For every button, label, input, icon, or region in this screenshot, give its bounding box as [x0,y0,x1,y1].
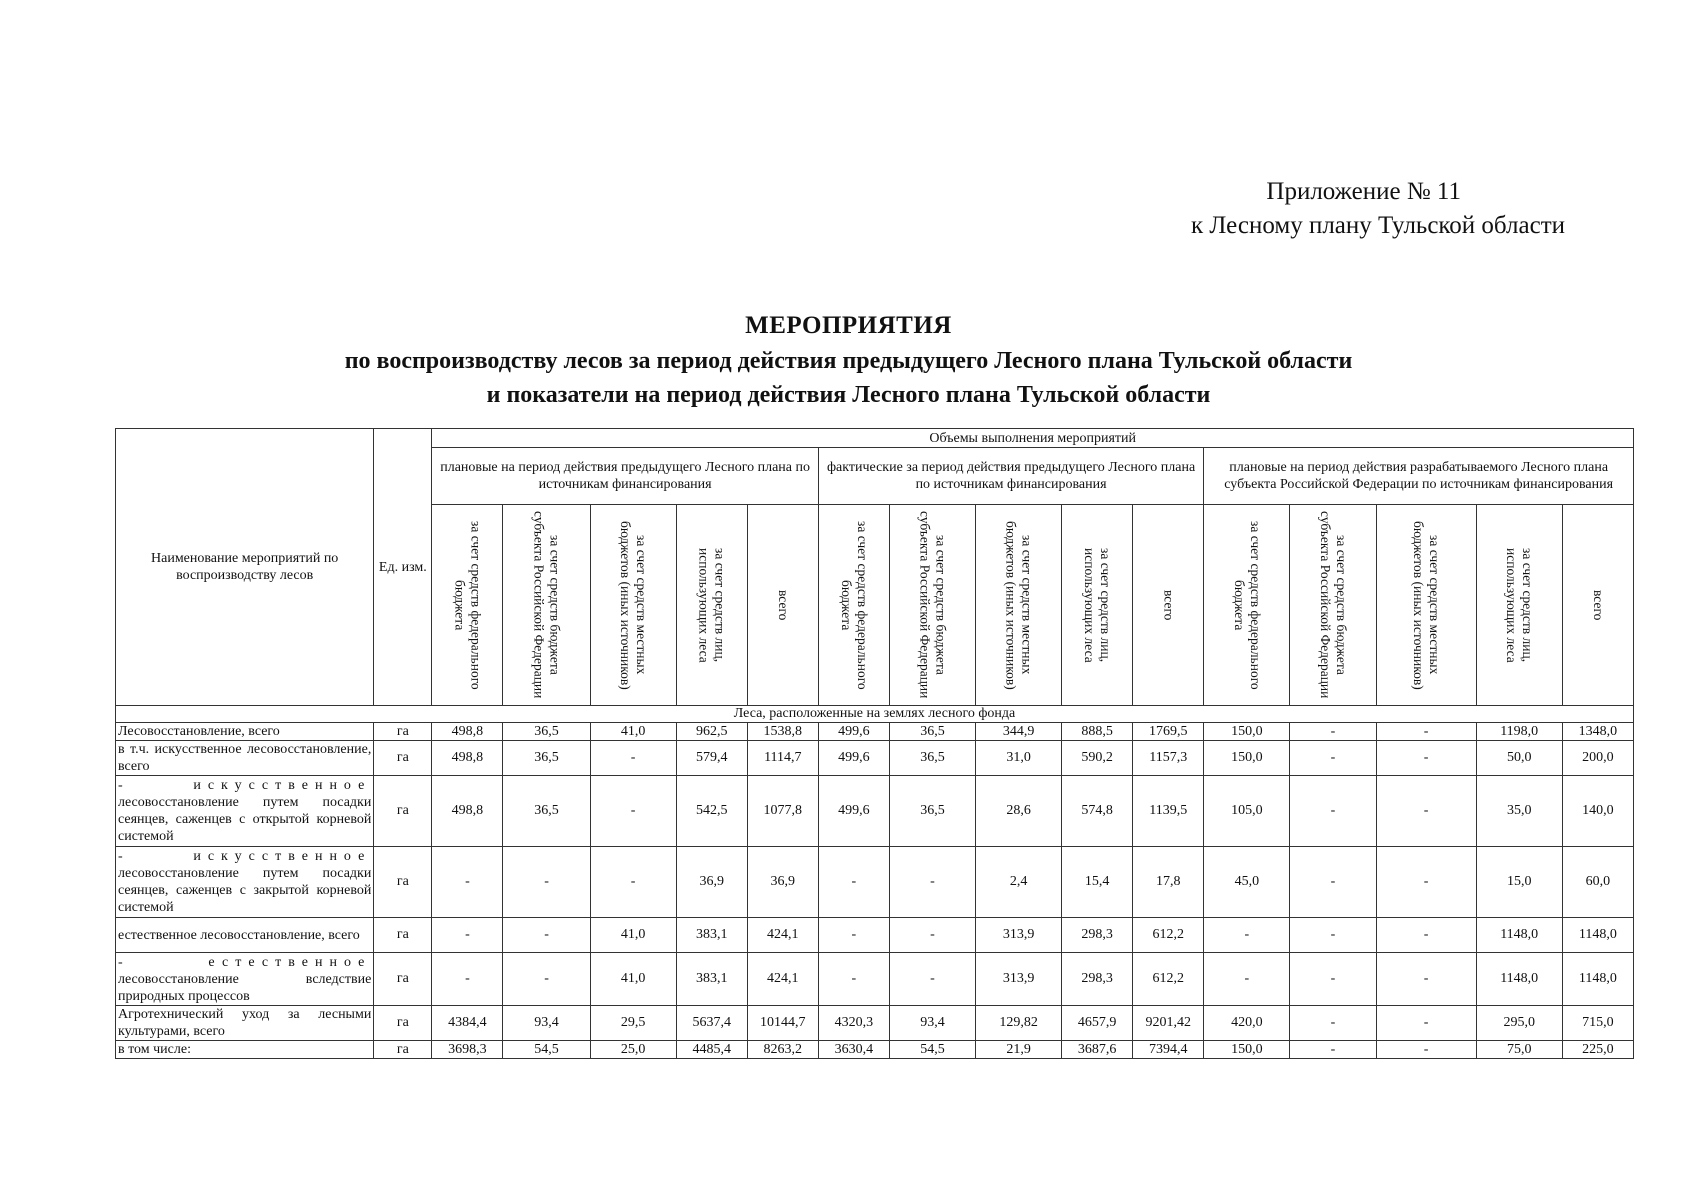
row-value: - [1290,776,1376,847]
row-value: - [432,953,503,1006]
row-name: в том числе: [116,1041,374,1059]
row-value: 28,6 [976,776,1062,847]
appendix-block [1191,175,1565,243]
reforestation-table [115,428,1634,1059]
table-row [116,847,1634,918]
row-value: - [1290,723,1376,741]
header-activity-name: Наименование мероприятий по воспроизводству лесов [116,429,374,706]
row-value: - [590,776,676,847]
row-value: - [432,918,503,953]
appendix-number: Приложение № 11 [1266,178,1461,205]
row-value: 75,0 [1476,1041,1562,1059]
row-value: - [1290,953,1376,1006]
row-unit: га [374,918,432,953]
row-value: 1538,8 [747,723,818,741]
row-value: - [432,847,503,918]
header-source-label: за счет средств лиц, использующих леса [1082,547,1114,663]
header-source-forest-users [1476,505,1562,706]
row-value: 140,0 [1562,776,1633,847]
row-value: 420,0 [1204,1006,1290,1041]
header-source-regional-budget [889,505,975,706]
row-name: - искусственное лесовосстановление путем посадки сеянцев, саженцев с открытой корневой системой [116,776,374,847]
header-source-label: всего [1590,589,1606,621]
row-value: 1348,0 [1562,723,1633,741]
header-source-forest-users [1062,505,1133,706]
row-value: 1077,8 [747,776,818,847]
row-value: - [1290,1006,1376,1041]
row-value: 35,0 [1476,776,1562,847]
row-value: 579,4 [676,741,747,776]
header-source-label: за счет средств бюджета субъекта Российской Федерации [917,511,949,699]
row-value: 36,5 [889,741,975,776]
row-value: 200,0 [1562,741,1633,776]
row-value: 10144,7 [747,1006,818,1041]
row-value: 298,3 [1062,918,1133,953]
header-source-label: за счет средств федерального бюджета [452,520,484,690]
header-source-label: всего [775,589,791,621]
row-value: 50,0 [1476,741,1562,776]
row-value: 498,8 [432,741,503,776]
row-value: - [1376,918,1476,953]
row-value: 36,9 [676,847,747,918]
row-value: - [889,918,975,953]
row-value: - [1204,918,1290,953]
row-value: 7394,4 [1133,1041,1204,1059]
row-value: - [1376,741,1476,776]
row-value: 54,5 [503,1041,590,1059]
row-value: 383,1 [676,953,747,1006]
row-value: 298,3 [1062,953,1133,1006]
row-value: 574,8 [1062,776,1133,847]
row-value: 41,0 [590,723,676,741]
row-value: 41,0 [590,953,676,1006]
row-value: - [1376,723,1476,741]
row-value: 93,4 [503,1006,590,1041]
row-value: 962,5 [676,723,747,741]
appendix-reference: к Лесному плану Тульской области [1190,212,1565,239]
header-source-label: за счет средств лиц, использующих леса [696,547,728,663]
header-source-label: за счет средств лиц, использующих леса [1504,547,1536,663]
row-value: 5637,4 [676,1006,747,1041]
row-value: 1148,0 [1476,953,1562,1006]
header-group-actual-previous: фактические за период действия предыдущего Лесного плана по источникам финансирования [818,448,1203,505]
row-value: 1139,5 [1133,776,1204,847]
row-value: 3630,4 [818,1041,889,1059]
header-source-label: за счет средств федерального бюджета [1231,520,1263,690]
row-name: Лесовосстановление, всего [116,723,374,741]
row-value: 36,5 [503,741,590,776]
row-value: 25,0 [590,1041,676,1059]
row-name: - искусственное лесовосстановление путем посадки сеянцев, саженцев с закрытой корневой системой [116,847,374,918]
row-value: 93,4 [889,1006,975,1041]
row-value: 1769,5 [1133,723,1204,741]
header-source-forest-users [676,505,747,706]
header-group-planned-previous: плановые на период действия предыдущего Лесного плана по источникам финансирования [432,448,818,505]
header-source-local-budget [1376,505,1476,706]
row-unit: га [374,1041,432,1059]
row-value: 41,0 [590,918,676,953]
row-value: 542,5 [676,776,747,847]
row-value: 8263,2 [747,1041,818,1059]
table-row [116,1006,1634,1041]
row-value: 4384,4 [432,1006,503,1041]
row-value: 54,5 [889,1041,975,1059]
row-value: 499,6 [818,741,889,776]
row-name: естественное лесовосстановление, всего [116,918,374,953]
header-source-local-budget [590,505,676,706]
row-value: 60,0 [1562,847,1633,918]
row-value: 295,0 [1476,1006,1562,1041]
row-value: 45,0 [1204,847,1290,918]
row-value: 4657,9 [1062,1006,1133,1041]
row-value: 150,0 [1204,1041,1290,1059]
title-heading: МЕРОПРИЯТИЯ [745,312,952,339]
header-source-regional-budget [503,505,590,706]
row-value: 36,5 [889,723,975,741]
header-source-label: за счет средств бюджета субъекта Российской Федерации [1317,511,1349,699]
row-value: 15,4 [1062,847,1133,918]
row-value: 1148,0 [1562,918,1633,953]
row-value: - [818,847,889,918]
row-unit: га [374,953,432,1006]
row-value: 3698,3 [432,1041,503,1059]
row-value: 36,5 [889,776,975,847]
table-row [116,723,1634,741]
row-value: 2,4 [976,847,1062,918]
row-value: - [1376,953,1476,1006]
row-value: - [1376,776,1476,847]
row-value: 15,0 [1476,847,1562,918]
header-source-label: за счет средств местных бюджетов (иных источников) [1411,520,1443,690]
row-value: 150,0 [1204,723,1290,741]
row-value: 313,9 [976,953,1062,1006]
header-source-federal-budget [432,505,503,706]
row-unit: га [374,723,432,741]
row-value: - [818,918,889,953]
row-value: 150,0 [1204,741,1290,776]
row-value: 105,0 [1204,776,1290,847]
row-value: 612,2 [1133,918,1204,953]
row-value: - [1290,918,1376,953]
row-value: 313,9 [976,918,1062,953]
row-name: в т.ч. искусственное лесовосстановление, всего [116,741,374,776]
row-value: 36,5 [503,776,590,847]
row-value: - [503,918,590,953]
row-value: 1157,3 [1133,741,1204,776]
row-value: - [503,953,590,1006]
row-value: 344,9 [976,723,1062,741]
row-value: 36,9 [747,847,818,918]
section-title: Леса, расположенные на землях лесного фонда [116,706,1634,723]
row-value: 424,1 [747,953,818,1006]
row-value: - [1290,1041,1376,1059]
table-row [116,741,1634,776]
row-value: - [503,847,590,918]
header-source-total [1133,505,1204,706]
row-value: 383,1 [676,918,747,953]
row-value: 3687,6 [1062,1041,1133,1059]
header-source-federal-budget [1204,505,1290,706]
row-value: - [1376,1041,1476,1059]
table-row [116,776,1634,847]
row-value: 4320,3 [818,1006,889,1041]
header-group-planned-new: плановые на период действия разрабатываемого Лесного плана субъекта Российской Федерации по источникам финансирования [1204,448,1634,505]
header-source-label: за счет средств федерального бюджета [838,520,870,690]
table-row [116,1041,1634,1059]
row-value: 1148,0 [1562,953,1633,1006]
row-value: - [1376,847,1476,918]
row-value: 499,6 [818,723,889,741]
header-source-regional-budget [1290,505,1376,706]
title-subheading-2: и показатели на период действия Лесного плана Тульской области [486,382,1211,408]
row-value: 31,0 [976,741,1062,776]
row-value: - [1290,847,1376,918]
header-source-label: за счет средств местных бюджетов (иных источников) [618,520,650,690]
row-value: 499,6 [818,776,889,847]
row-value: 36,5 [503,723,590,741]
row-value: 498,8 [432,776,503,847]
title-subheading-1: по воспроизводству лесов за период действия предыдущего Лесного плана Тульской области [344,348,1353,374]
row-value: 225,0 [1562,1041,1633,1059]
row-name: - естественное лесовосстановление вследствие природных процессов [116,953,374,1006]
row-value: - [818,953,889,1006]
header-volumes: Объемы выполнения мероприятий [432,429,1634,448]
row-value: 715,0 [1562,1006,1633,1041]
row-value: - [1290,741,1376,776]
row-value: 29,5 [590,1006,676,1041]
row-value: 1114,7 [747,741,818,776]
header-source-federal-budget [818,505,889,706]
row-value: - [1376,1006,1476,1041]
table-row [116,918,1634,953]
row-unit: га [374,741,432,776]
row-value: - [1204,953,1290,1006]
row-value: 424,1 [747,918,818,953]
row-unit: га [374,1006,432,1041]
document-title [0,308,1697,412]
row-value: 21,9 [976,1041,1062,1059]
header-unit: Ед. изм. [374,429,432,706]
row-value: 888,5 [1062,723,1133,741]
header-source-total [747,505,818,706]
row-unit: га [374,847,432,918]
header-source-local-budget [976,505,1062,706]
row-value: 498,8 [432,723,503,741]
row-value: 1198,0 [1476,723,1562,741]
header-source-total [1562,505,1633,706]
row-value: - [590,847,676,918]
header-source-label: за счет средств местных бюджетов (иных источников) [1003,520,1035,690]
row-unit: га [374,776,432,847]
header-source-label: всего [1161,589,1177,621]
row-value: 9201,42 [1133,1006,1204,1041]
row-value: 129,82 [976,1006,1062,1041]
row-value: 590,2 [1062,741,1133,776]
header-source-label: за счет средств бюджета субъекта Российской Федерации [531,511,563,699]
row-value: 17,8 [1133,847,1204,918]
row-value: - [889,953,975,1006]
table-row [116,953,1634,1006]
row-name: Агротехнический уход за лесными культурами, всего [116,1006,374,1041]
row-value: 1148,0 [1476,918,1562,953]
row-value: 4485,4 [676,1041,747,1059]
row-value: 612,2 [1133,953,1204,1006]
row-value: - [590,741,676,776]
row-value: - [889,847,975,918]
